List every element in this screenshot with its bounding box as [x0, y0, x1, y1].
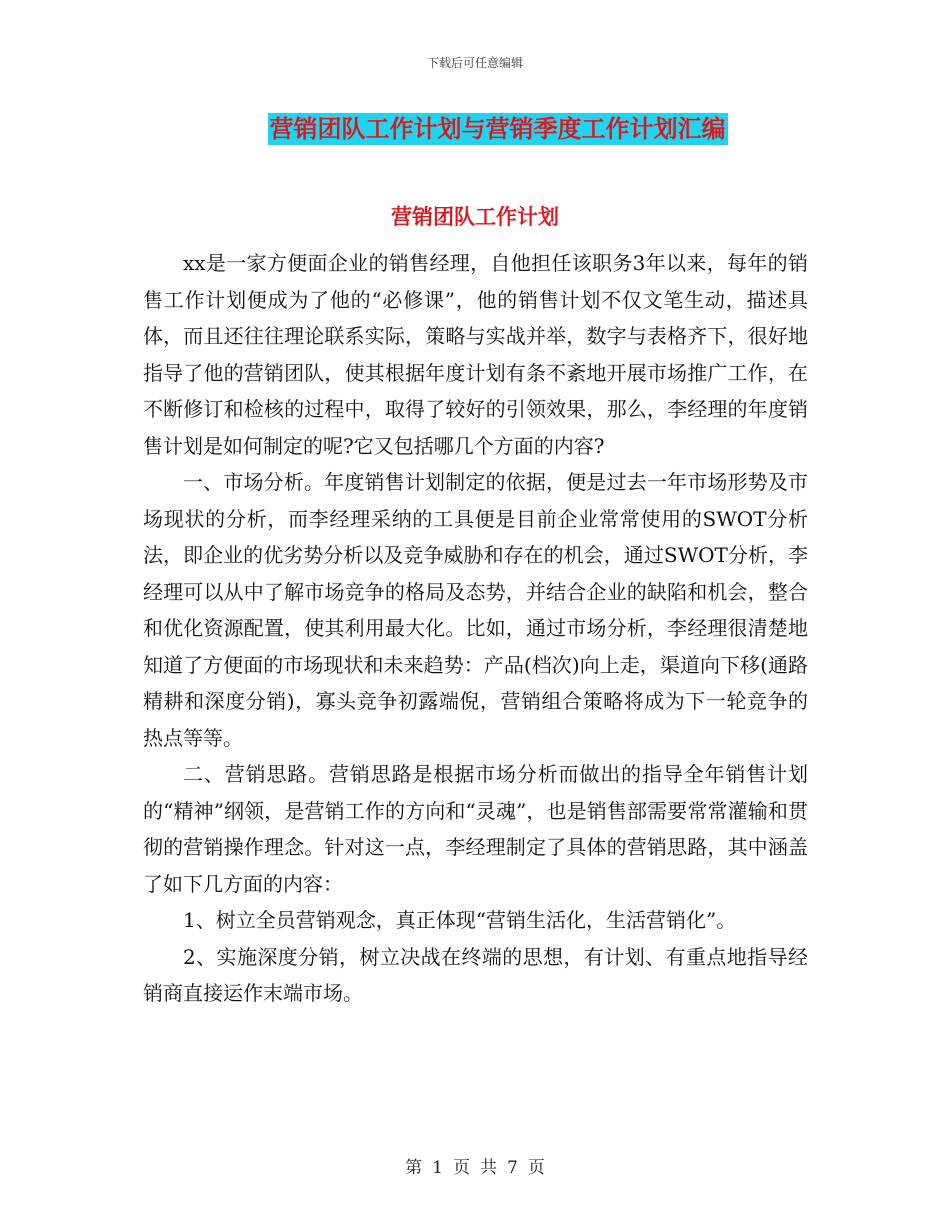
- footer-word-total: 共: [480, 1158, 497, 1178]
- footer-word-ye: 页: [453, 1158, 470, 1178]
- paragraph-marketing-approach: 二、营销思路。营销思路是根据市场分析而做出的指导全年销售计划的“精神”纲领，是营销工作的方向和“灵魂”，也是销售部需要常常灌输和贯彻的营销操作理念。针对这一点，李经理制定了具体的营销思路，其中涵盖了如下几方面的内容：: [143, 762, 808, 896]
- footer-page-number: 1: [432, 1158, 443, 1178]
- header-note: 下载后可任意编辑: [426, 56, 523, 70]
- section-title: 营销团队工作计划: [391, 205, 559, 229]
- paragraph-market-analysis: 一、市场分析。年度销售计划制定的依据，便是过去一年市场形势及市场现状的分析，而李经理采纳的工具便是目前企业常常使用的SWOT分析法，即企业的优劣势分析以及竞争威胁和存在的机会，通过SWOT分析，李经理可以从中了解市场竞争的格局及态势，并结合企业的缺陷和机会，整合和优化资源配置，使其利用最大化。比如，通过市场分析，李经理很清楚地知道了方便面的市场现状和未来趋势：产品(档次)向上走，渠道向下移(通路精耕和深度分销)，寡头竞争初露端倪，营销组合策略将成为下一轮竞争的热点等等。: [143, 470, 808, 750]
- footer-word-ye-2: 页: [527, 1158, 545, 1178]
- document-title-container: [0, 113, 950, 145]
- page-footer: [0, 1153, 950, 1178]
- document-title: 营销团队工作计划与营销季度工作计划汇编: [269, 115, 726, 143]
- footer-word-page: 第: [405, 1158, 423, 1178]
- body-text: [143, 245, 808, 1012]
- paragraph-item-2: 2、实施深度分销，树立决战在终端的思想，有计划、有重点地指导经销商直接运作末端市场。: [143, 944, 808, 1005]
- paragraph-item-1: 1、树立全员营销观念，真正体现“营销生活化，生活营销化”。: [183, 908, 737, 932]
- footer-total-pages: 7: [507, 1158, 518, 1178]
- paragraph-intro: xx是一家方便面企业的销售经理，自他担任该职务3年以来，每年的销售工作计划便成为了他的“必修课”，他的销售计划不仅文笔生动，描述具体，而且还往往理论联系实际，策略与实战并举，数字与表格齐下，很好地指导了他的营销团队，使其根据年度计划有条不紊地开展市场推广工作，在不断修订和检核的过程中，取得了较好的引领效果，那么，李经理的年度销售计划是如何制定的呢?它又包括哪几个方面的内容?: [143, 251, 808, 458]
